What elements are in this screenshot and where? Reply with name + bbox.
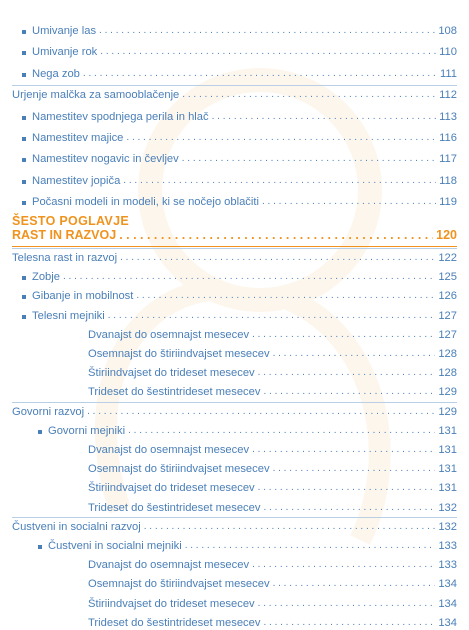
toc-entry-label: Osemnajst do štiriindvajset mesecev: [88, 348, 270, 360]
toc-entry-label: Telesna rast in razvoj: [12, 252, 118, 264]
bullet-icon: [22, 201, 26, 205]
toc-entry-page-number: 111: [439, 67, 457, 80]
leader-dots: [126, 131, 436, 145]
toc-entry-page-number: 118: [439, 174, 457, 187]
toc-entry-page-number: 125: [438, 271, 457, 284]
bullet-icon: [22, 180, 26, 184]
toc-entry[interactable]: [22, 309, 457, 323]
toc-entry-label: Zobje: [32, 271, 60, 284]
bullet-icon: [22, 116, 26, 120]
toc-entry[interactable]: [22, 67, 457, 81]
toc-entry-label: Govorni mejniki: [48, 424, 126, 437]
section-divider: [12, 517, 457, 518]
bullet-icon: [22, 276, 26, 280]
leader-dots: [63, 270, 435, 284]
toc-entry-label: Čustveni in socialni razvoj: [12, 520, 141, 533]
chapter-label: ŠESTO POGLAVJE: [12, 214, 129, 228]
chapter-divider: [12, 246, 457, 247]
leader-dots: [182, 152, 436, 166]
leader-dots: [136, 289, 435, 303]
leader-dots: [100, 45, 436, 59]
leader-dots: [99, 24, 435, 38]
toc-entry-page-number: 133: [438, 540, 457, 552]
toc-entry-label: Namestitev nogavic in čevljev: [32, 153, 179, 166]
leader-dots: [263, 501, 435, 515]
bullet-icon: [38, 430, 42, 434]
bullet-icon: [22, 158, 26, 162]
toc-entry-label: Trideset do šestintrideset mesecev: [88, 501, 261, 514]
toc-entry[interactable]: [22, 195, 457, 209]
leader-dots: [83, 67, 436, 81]
toc-entry-page-number: 132: [438, 501, 457, 514]
toc-entry-page-number: 133: [438, 559, 457, 572]
leader-dots: [119, 228, 433, 242]
toc-entry[interactable]: [12, 251, 457, 265]
bullet-icon: [22, 30, 26, 34]
toc-entry-page-number: 129: [438, 405, 457, 418]
toc-entry[interactable]: [22, 289, 457, 303]
bullet-icon: [22, 315, 26, 319]
toc-entry[interactable]: [22, 110, 457, 124]
toc-entry[interactable]: [22, 152, 457, 166]
section-divider: [12, 248, 457, 249]
toc-entry[interactable]: [12, 520, 457, 534]
toc-entry-page-number: 127: [438, 328, 457, 341]
toc-entry-label: Namestitev majice: [32, 132, 124, 144]
toc-entry-label: Osemnajst do štiriindvajset mesecev: [88, 463, 270, 476]
toc-entry-page-number: 116: [439, 132, 457, 144]
toc-entry[interactable]: [88, 558, 457, 572]
toc-entry-page-number: 122: [438, 252, 457, 264]
toc-entry[interactable]: [88, 328, 457, 342]
toc-entry-page-number: 131: [438, 444, 457, 456]
toc-entry[interactable]: [22, 45, 457, 59]
toc-entry-page-number: 134: [438, 616, 457, 629]
leader-dots: [252, 328, 435, 342]
leader-dots: [263, 616, 435, 630]
toc-entry[interactable]: [38, 424, 457, 438]
leader-dots: [273, 577, 436, 591]
toc-entry[interactable]: [22, 270, 457, 284]
bullet-icon: [22, 137, 26, 141]
toc-entry[interactable]: [38, 539, 457, 553]
toc-entry-label: Umivanje las: [32, 25, 97, 37]
toc-entry-page-number: 134: [438, 597, 457, 610]
bullet-icon: [38, 545, 42, 549]
toc-entry-page-number: 117: [439, 153, 457, 166]
toc-entry-page-number: 129: [438, 386, 457, 399]
leader-dots: [123, 174, 436, 188]
toc-entry[interactable]: [88, 481, 457, 495]
toc-entry-label: Namestitev jopiča: [32, 174, 121, 187]
toc-entry[interactable]: [12, 88, 457, 102]
toc-entry[interactable]: [88, 616, 457, 630]
toc-entry-label: Štiriindvajset do trideset mesecev: [88, 367, 255, 380]
toc-entry[interactable]: [88, 385, 457, 399]
leader-dots: [128, 424, 435, 438]
toc-entry-label: Dvanajst do osemnajst mesecev: [88, 559, 250, 572]
toc-entry[interactable]: [88, 347, 457, 361]
leader-dots: [262, 195, 436, 209]
toc-entry-page-number: 127: [438, 309, 457, 322]
toc-entry-page-number: 128: [438, 367, 457, 380]
toc-entry[interactable]: [88, 366, 457, 380]
toc-entry-label: Dvanajst do osemnajst mesecev: [88, 328, 250, 341]
toc-entry-label: Telesni mejniki: [32, 309, 105, 322]
toc-entry-label: Počasni modeli in modeli, ki se nočejo oblačiti: [32, 196, 259, 209]
toc-entry-label: Namestitev spodnjega perila in hlač: [32, 110, 209, 123]
chapter-heading: RAST IN RAZVOJ: [12, 228, 117, 242]
toc-entry-label: Trideset do šestintrideset mesecev: [88, 616, 261, 629]
leader-dots: [252, 558, 435, 572]
toc-entry-label: Osemnajst do štiriindvajset mesecev: [88, 578, 270, 591]
toc-entry-page-number: 112: [439, 89, 457, 102]
toc-entry-page-number: 134: [438, 578, 457, 591]
leader-dots: [252, 443, 435, 457]
toc-entry-label: Nega zob: [32, 67, 80, 80]
leader-dots: [87, 405, 435, 419]
toc-entry[interactable]: [88, 577, 457, 591]
toc-entry[interactable]: [88, 462, 457, 476]
leader-dots: [144, 520, 436, 534]
toc-entry-page-number: 113: [439, 110, 457, 123]
toc-entry[interactable]: [22, 24, 457, 38]
chapter-heading-row[interactable]: [12, 228, 457, 242]
toc-entry[interactable]: [12, 405, 457, 419]
toc-entry-label: Umivanje rok: [32, 46, 98, 59]
leader-dots: [182, 88, 436, 102]
toc-entry-page-number: 131: [438, 463, 457, 476]
toc-entry-page-number: 132: [438, 520, 457, 533]
section-divider: [12, 85, 457, 86]
toc-entry[interactable]: [22, 131, 457, 145]
toc-entry-label: Čustveni in socialni mejniki: [48, 540, 182, 552]
toc-entry-page-number: 119: [439, 196, 457, 209]
section-divider: [12, 402, 457, 403]
leader-dots: [258, 366, 436, 380]
toc-entry-page-number: 128: [438, 348, 457, 360]
leader-dots: [258, 481, 436, 495]
toc-entry[interactable]: [88, 501, 457, 515]
toc-entry[interactable]: [22, 174, 457, 188]
bullet-icon: [22, 51, 26, 55]
bullet-icon: [22, 295, 26, 299]
leader-dots: [212, 110, 436, 124]
toc-entry-label: Govorni razvoj: [12, 405, 85, 418]
leader-dots: [273, 462, 436, 476]
toc-entry-label: Štiriindvajset do trideset mesecev: [88, 597, 255, 610]
leader-dots: [263, 385, 435, 399]
leader-dots: [273, 347, 436, 361]
toc-entry-page-number: 108: [438, 25, 457, 37]
bullet-icon: [22, 73, 26, 77]
toc-entry-page-number: 126: [438, 290, 457, 303]
toc-entry[interactable]: [88, 597, 457, 611]
leader-dots: [258, 597, 436, 611]
toc-entry-label: Gibanje in mobilnost: [32, 290, 134, 303]
toc-entry-label: Urjenje malčka za samooblačenje: [12, 89, 180, 102]
toc-entry[interactable]: [88, 443, 457, 457]
leader-dots: [185, 539, 436, 553]
toc-entry-label: Štiriindvajset do trideset mesecev: [88, 482, 255, 495]
leader-dots: [120, 251, 435, 265]
chapter-page-number: 120: [436, 228, 457, 242]
toc-entry-label: Trideset do šestintrideset mesecev: [88, 386, 261, 399]
leader-dots: [108, 309, 436, 323]
toc-entry-page-number: 131: [438, 482, 457, 495]
toc-entry-page-number: 131: [438, 424, 457, 437]
toc-entry-page-number: 110: [439, 46, 457, 59]
toc-entry-label: Dvanajst do osemnajst mesecev: [88, 444, 250, 456]
